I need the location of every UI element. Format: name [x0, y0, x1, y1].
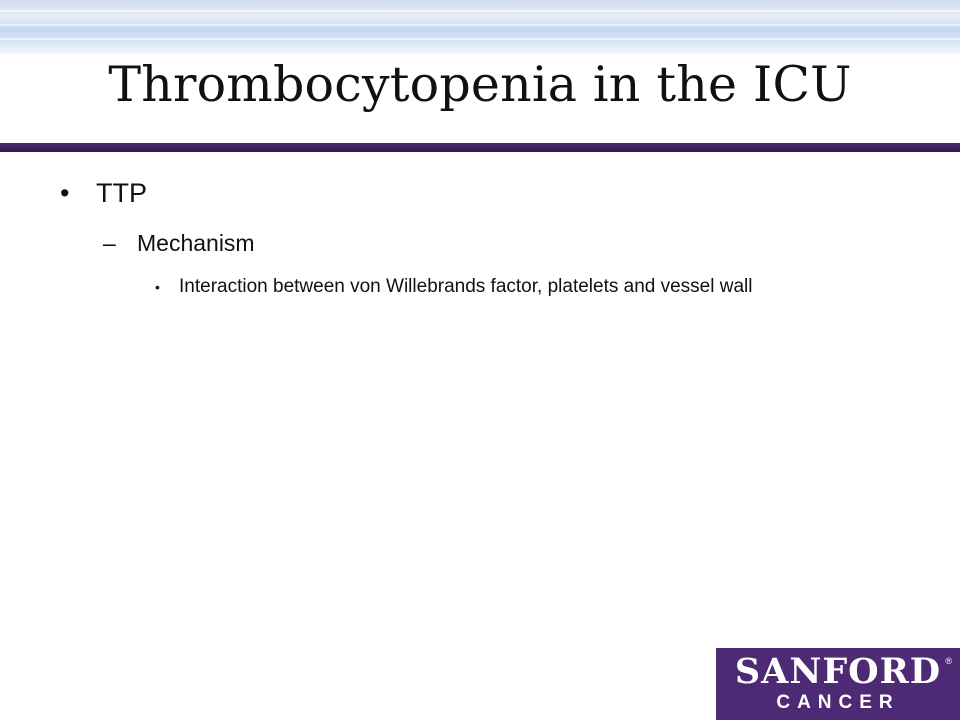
- logo-subtitle: CANCER: [776, 692, 900, 713]
- sanford-cancer-logo: [716, 648, 960, 720]
- title-divider: [0, 143, 960, 152]
- bullet-text-ttp: TTP: [96, 178, 147, 208]
- bullet-dot-small-icon: •: [155, 279, 160, 295]
- header-band: [0, 0, 960, 54]
- registered-mark-icon: ®: [945, 656, 952, 666]
- bullet-dash-icon: –: [103, 230, 116, 256]
- logo-wordmark: SANFORD: [734, 651, 942, 692]
- slide-title: Thrombocytopenia in the ICU: [108, 56, 852, 113]
- bullet-text-interaction: Interaction between von Willebrands factor, platelets and vessel wall: [179, 276, 753, 297]
- bullet-text-mechanism: Mechanism: [137, 230, 255, 256]
- bullet-dot-icon: •: [60, 178, 70, 208]
